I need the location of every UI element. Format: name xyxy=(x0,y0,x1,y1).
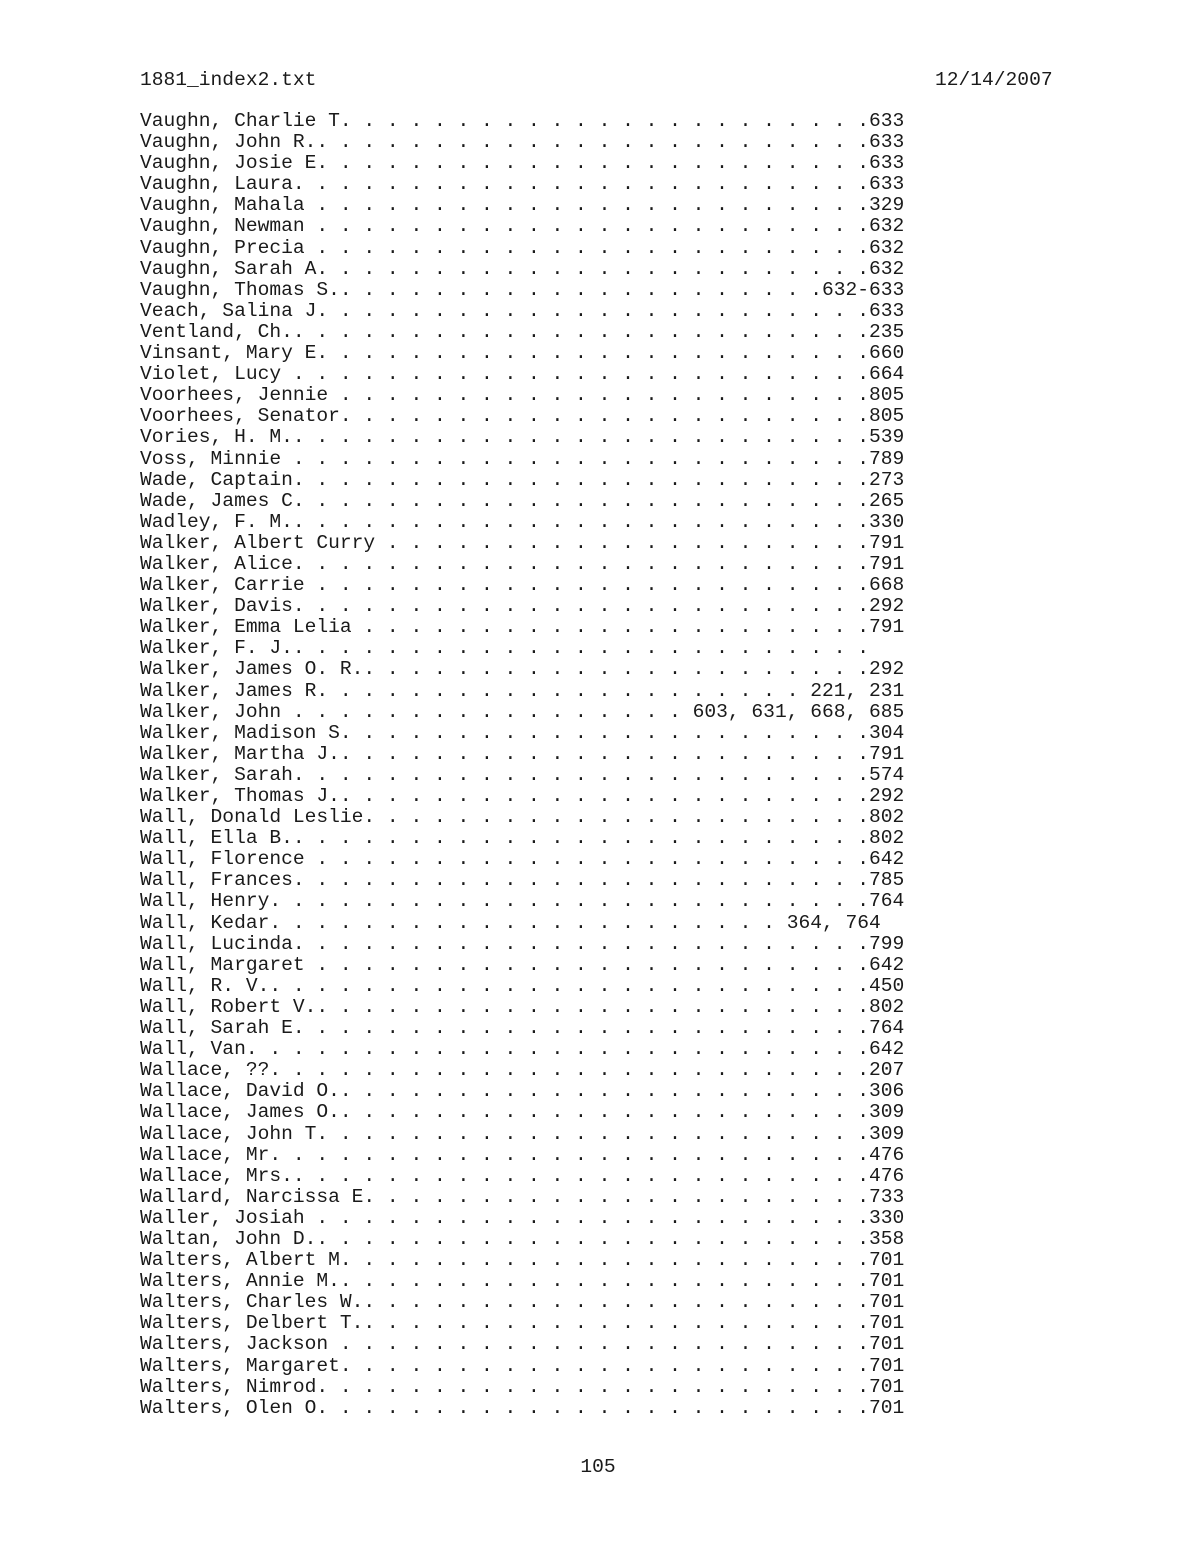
index-entry: Walker, Thomas J.. . . . . . . . . . . . . . . . . . . . . . .292 xyxy=(140,785,905,807)
index-entry: Wall, Donald Leslie. . . . . . . . . . . . . . . . . . . . . .802 xyxy=(140,806,905,829)
index-entry: Walker, F. J.. . . . . . . . . . . . . . . . . . . . . . . . . xyxy=(140,637,881,660)
index-entry: Wallace, David O.. . . . . . . . . . . . . . . . . . . . . . .306 xyxy=(140,1080,905,1103)
index-entry: Wall, Robert V.. . . . . . . . . . . . . . . . . . . . . . . .802 xyxy=(140,995,905,1018)
index-entry: Wade, James C. . . . . . . . . . . . . . . . . . . . . . . . .265 xyxy=(140,489,905,512)
index-entry: Walters, Jackson . . . . . . . . . . . . . . . . . . . . . . .701 xyxy=(140,1333,905,1356)
index-entry: Voorhees, Jennie . . . . . . . . . . . . . . . . . . . . . . .805 xyxy=(140,384,905,407)
index-entry: Wall, R. V.. . . . . . . . . . . . . . . . . . . . . . . . . .450 xyxy=(140,974,905,997)
index-entry: Wall, Sarah E. . . . . . . . . . . . . . . . . . . . . . . . .764 xyxy=(140,1017,905,1040)
index-entry: Vaughn, Josie E. . . . . . . . . . . . . . . . . . . . . . . .633 xyxy=(140,152,905,175)
index-entry: Wall, Lucinda. . . . . . . . . . . . . . . . . . . . . . . . .799 xyxy=(140,932,905,955)
index-entry: Wallard, Narcissa E. . . . . . . . . . . . . . . . . . . . . .733 xyxy=(140,1185,905,1208)
index-entry: Wall, Van. . . . . . . . . . . . . . . . . . . . . . . . . . .642 xyxy=(140,1038,905,1061)
index-entry: Walters, Albert M. . . . . . . . . . . . . . . . . . . . . . .701 xyxy=(140,1249,905,1272)
index-entry: Vaughn, Precia . . . . . . . . . . . . . . . . . . . . . . . .632 xyxy=(140,236,905,259)
index-entry: Wallace, ??. . . . . . . . . . . . . . . . . . . . . . . . . .207 xyxy=(140,1059,905,1082)
index-entry: Walker, John . . . . . . . . . . . . . . . . . 603, 631, 668, 685 xyxy=(140,700,905,723)
index-entry: Voss, Minnie . . . . . . . . . . . . . . . . . . . . . . . . .789 xyxy=(140,447,905,470)
index-entry: Walker, Madison S. . . . . . . . . . . . . . . . . . . . . . .304 xyxy=(140,721,905,744)
index-entry: Vaughn, Thomas S.. . . . . . . . . . . . . . . . . . . . .632-633 xyxy=(140,278,905,301)
index-entry: Walters, Nimrod. . . . . . . . . . . . . . . . . . . . . . . .701 xyxy=(140,1375,905,1398)
index-entry: Wall, Henry. . . . . . . . . . . . . . . . . . . . . . . . . .764 xyxy=(140,890,905,913)
index-entry: Wallace, James O.. . . . . . . . . . . . . . . . . . . . . . .309 xyxy=(140,1101,905,1124)
index-entry: Walters, Olen O. . . . . . . . . . . . . . . . . . . . . . . .701 xyxy=(140,1396,905,1419)
index-entry: Vaughn, Newman . . . . . . . . . . . . . . . . . . . . . . . .632 xyxy=(140,215,905,238)
index-entry-list xyxy=(140,111,904,1419)
index-entry: Wallace, John T. . . . . . . . . . . . . . . . . . . . . . . .309 xyxy=(140,1122,905,1145)
index-entry: Vaughn, John R.. . . . . . . . . . . . . . . . . . . . . . . .633 xyxy=(140,131,905,154)
index-entry: Wallace, Mrs.. . . . . . . . . . . . . . . . . . . . . . . . .476 xyxy=(140,1164,905,1187)
index-entry: Vaughn, Mahala . . . . . . . . . . . . . . . . . . . . . . . .329 xyxy=(140,194,905,217)
index-entry: Wall, Ella B.. . . . . . . . . . . . . . . . . . . . . . . . .802 xyxy=(140,827,905,850)
index-entry: Wallace, Mr. . . . . . . . . . . . . . . . . . . . . . . . . .476 xyxy=(140,1143,905,1166)
index-entry: Walters, Margaret. . . . . . . . . . . . . . . . . . . . . . .701 xyxy=(140,1354,905,1377)
index-entry: Waller, Josiah . . . . . . . . . . . . . . . . . . . . . . . .330 xyxy=(140,1206,905,1229)
index-entry: Wall, Margaret . . . . . . . . . . . . . . . . . . . . . . . .642 xyxy=(140,953,905,976)
index-entry: Vaughn, Laura. . . . . . . . . . . . . . . . . . . . . . . . .633 xyxy=(140,173,905,196)
index-entry: Wade, Captain. . . . . . . . . . . . . . . . . . . . . . . . .273 xyxy=(140,468,905,491)
index-entry: Walters, Charles W.. . . . . . . . . . . . . . . . . . . . . .701 xyxy=(140,1291,905,1314)
index-entry: Walker, Martha J.. . . . . . . . . . . . . . . . . . . . . . .791 xyxy=(140,742,905,765)
index-entry: Wall, Florence . . . . . . . . . . . . . . . . . . . . . . . .642 xyxy=(140,848,905,871)
index-entry: Walker, Albert Curry . . . . . . . . . . . . . . . . . . . . .791 xyxy=(140,531,905,554)
index-entry: Vaughn, Sarah A. . . . . . . . . . . . . . . . . . . . . . . .632 xyxy=(140,257,905,280)
index-entry: Walker, Carrie . . . . . . . . . . . . . . . . . . . . . . . .668 xyxy=(140,574,905,597)
index-entry: Vories, H. M.. . . . . . . . . . . . . . . . . . . . . . . . .539 xyxy=(140,426,905,449)
index-entry: Veach, Salina J. . . . . . . . . . . . . . . . . . . . . . . .633 xyxy=(140,299,905,322)
index-entry: Walker, James R. . . . . . . . . . . . . . . . . . . . . 221, 231 xyxy=(140,679,905,702)
index-entry: Wall, Kedar. . . . . . . . . . . . . . . . . . . . . . 364, 764 xyxy=(140,911,881,934)
document-date: 12/14/2007 xyxy=(935,69,1053,91)
document-filename: 1881_index2.txt xyxy=(140,69,317,91)
index-entry: Walker, Alice. . . . . . . . . . . . . . . . . . . . . . . . .791 xyxy=(140,552,905,575)
index-entry: Vinsant, Mary E. . . . . . . . . . . . . . . . . . . . . . . .660 xyxy=(140,342,905,365)
index-entry: Walters, Annie M.. . . . . . . . . . . . . . . . . . . . . . .701 xyxy=(140,1270,905,1293)
index-entry: Walker, James O. R.. . . . . . . . . . . . . . . . . . . . . .292 xyxy=(140,658,905,681)
index-entry: Waltan, John D.. . . . . . . . . . . . . . . . . . . . . . . .358 xyxy=(140,1227,905,1250)
index-entry: Walker, Davis. . . . . . . . . . . . . . . . . . . . . . . . .292 xyxy=(140,595,905,618)
page-number: 105 xyxy=(580,1456,616,1478)
index-entry: Wall, Frances. . . . . . . . . . . . . . . . . . . . . . . . .785 xyxy=(140,869,905,892)
index-entry: Violet, Lucy . . . . . . . . . . . . . . . . . . . . . . . . .664 xyxy=(140,363,905,386)
index-entry: Wadley, F. M.. . . . . . . . . . . . . . . . . . . . . . . . .330 xyxy=(140,510,905,533)
index-entry: Vaughn, Charlie T. . . . . . . . . . . . . . . . . . . . . . .633 xyxy=(140,110,905,132)
index-entry: Ventland, Ch.. . . . . . . . . . . . . . . . . . . . . . . . .235 xyxy=(140,320,905,343)
index-entry: Walker, Emma Lelia . . . . . . . . . . . . . . . . . . . . . .791 xyxy=(140,616,905,639)
index-entry: Walker, Sarah. . . . . . . . . . . . . . . . . . . . . . . . .574 xyxy=(140,763,905,786)
index-entry: Walters, Delbert T.. . . . . . . . . . . . . . . . . . . . . .701 xyxy=(140,1312,905,1335)
index-entry: Voorhees, Senator. . . . . . . . . . . . . . . . . . . . . . .805 xyxy=(140,405,905,428)
